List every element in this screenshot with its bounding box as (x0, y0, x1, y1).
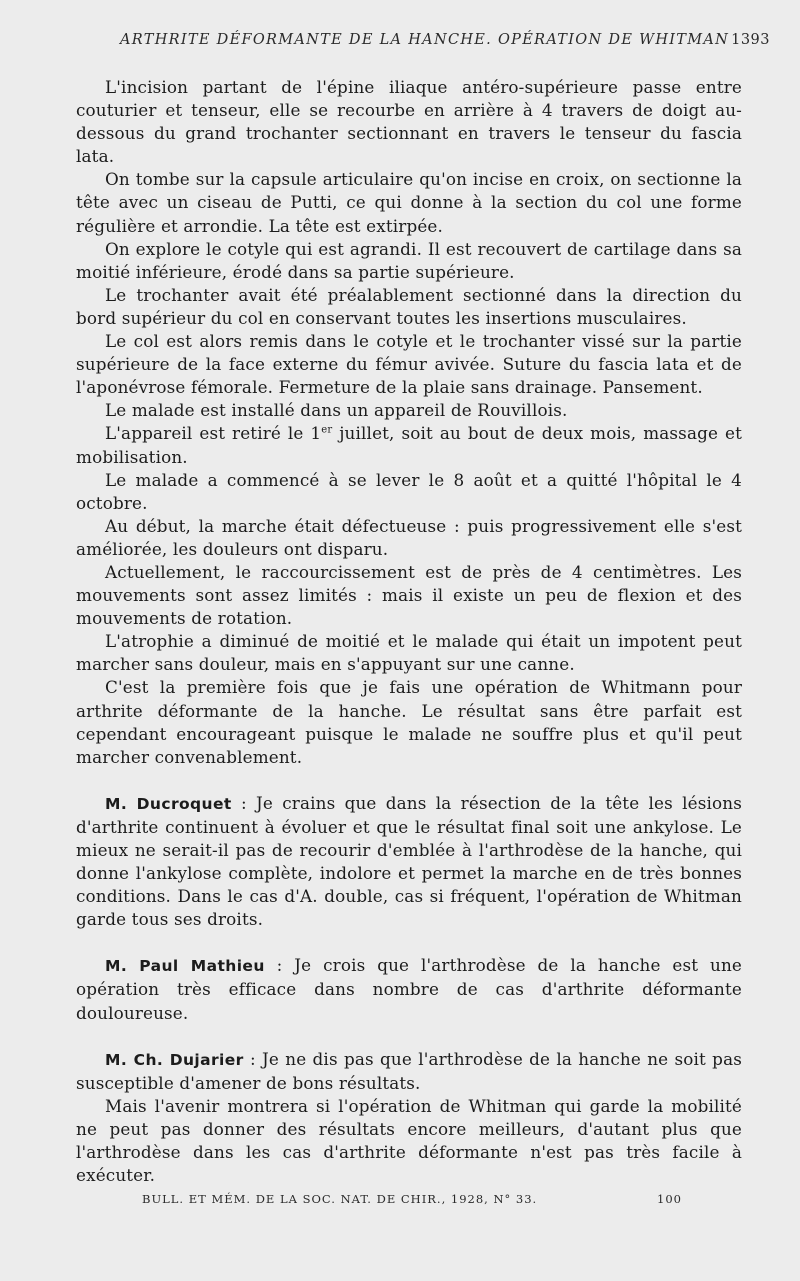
journal-reference: BULL. ET MÉM. DE LA SOC. NAT. DE CHIR., 1928, N° 33. (142, 1192, 538, 1206)
paragraph-conclusion: C'est la première fois que je fais une opération de Whitmann pour arthrite déformante de la hanche. Le résultat sans être parfait est cependant encourageant puisque le malade ne souffre plus et qu'il peut marcher convenablement. (76, 677, 742, 767)
speaker-remark: : Je ne dis pas que l'arthrodèse de la hanche ne soit pas susceptible d'amener de bons résultats. (76, 1048, 742, 1093)
paragraph-lever: Le malade a commencé à se lever le 8 août et a quitté l'hôpital le 4 octobre. (76, 469, 742, 513)
paragraph-ducroquet (76, 792, 742, 932)
retrait-text-end: juillet, soit au bout de deux mois, massage et mobilisation. (76, 423, 742, 467)
sheet-number: 100 (657, 1192, 682, 1206)
paragraph-atrophie: L'atrophie a diminué de moitié et le malade qui était un impotent peut marcher sans douleur, mais en s'appuyant sur une canne. (76, 631, 742, 675)
paragraph-appareil: Le malade est installé dans un appareil de Rouvillois. (105, 400, 568, 421)
paragraph-raccourcissement: Actuellement, le raccourcissement est de près de 4 centimètres. Les mouvements sont assez limités : mais il existe un peu de flexion et des mouvements de rotation. (76, 561, 742, 629)
paragraph-cotyle: On explore le cotyle qui est agrandi. Il est recouvert de cartilage dans sa moitié inférieure, érodé dans sa partie supérieure. (76, 238, 742, 282)
retrait-text-start: L'appareil est retiré le 1 (105, 423, 322, 444)
paragraph-retrait (76, 422, 742, 468)
paragraph-trochanter: Le trochanter avait été préalablement sectionné dans la direction du bord supérieur du col en conservant toutes les insertions musculaires. (76, 284, 742, 328)
speaker-remark: : Je crois que l'arthrodèse de la hanche est une opération très efficace dans nombre de cas d'arthrite déformante douloureuse. (76, 955, 742, 1023)
paragraph-debut: Au début, la marche était défectueuse : puis progressivement elle s'est améliorée, les douleurs ont disparu. (76, 515, 742, 559)
paragraph-mathieu (76, 954, 742, 1024)
speaker-name: M. Ch. Dujarier (105, 1050, 244, 1069)
body-text (76, 76, 742, 1187)
paragraph-avenir: Mais l'avenir montrera si l'opération de Whitman qui garde la mobilité ne peut pas donner des résultats encore meilleurs, d'autant plus que l'arthrodèse dans les cas d'arthrite déformante n'est pas très facile à exécuter. (76, 1095, 742, 1186)
speaker-name: M. Paul Mathieu (105, 957, 265, 976)
paragraph-col: Le col est alors remis dans le cotyle et le trochanter vissé sur la partie supérieure de la face externe du fémur avivée. Suture du fascia lata et de l'aponévrose fémorale. Fermeture de la plaie sans drainage. Pansement. (76, 331, 742, 398)
ordinal-superscript: er (321, 424, 333, 436)
running-title: ARTHRITE DÉFORMANTE DE LA HANCHE. OPÉRATION DE WHITMAN (120, 32, 730, 48)
running-header (120, 32, 770, 48)
paragraph-incision: L'incision partant de l'épine iliaque antéro-supérieure passe entre couturier et tenseur, elle se recourbe en arrière à 4 travers de doigt au-dessous du grand trochanter sectionnant en travers le tenseur du fascia lata. (76, 77, 742, 167)
speaker-name: M. Ducroquet (105, 794, 232, 813)
speaker-remark: : Je crains que dans la résection de la tête les lésions d'arthrite continuent à évoluer et que le résultat final soit une ankylose. Le mieux ne serait-il pas de recourir d'emblée à l'arthrodèse de la hanche, qui donne l'ankylose complète, indolore et permet la marche en de très bonnes conditions. Dans le cas d'A. double, cas si fréquent, l'opération de Whitman garde tous ses droits. (76, 792, 742, 930)
page-number: 1393 (731, 32, 770, 48)
page-footer (142, 1192, 682, 1206)
paragraph-capsule: On tombe sur la capsule articulaire qu'on incise en croix, on sectionne la tête avec un ciseau de Putti, ce qui donne à la section du col une forme régulière et arrondie. La tête est extirpée. (76, 169, 742, 236)
paragraph-dujarier (76, 1048, 742, 1095)
